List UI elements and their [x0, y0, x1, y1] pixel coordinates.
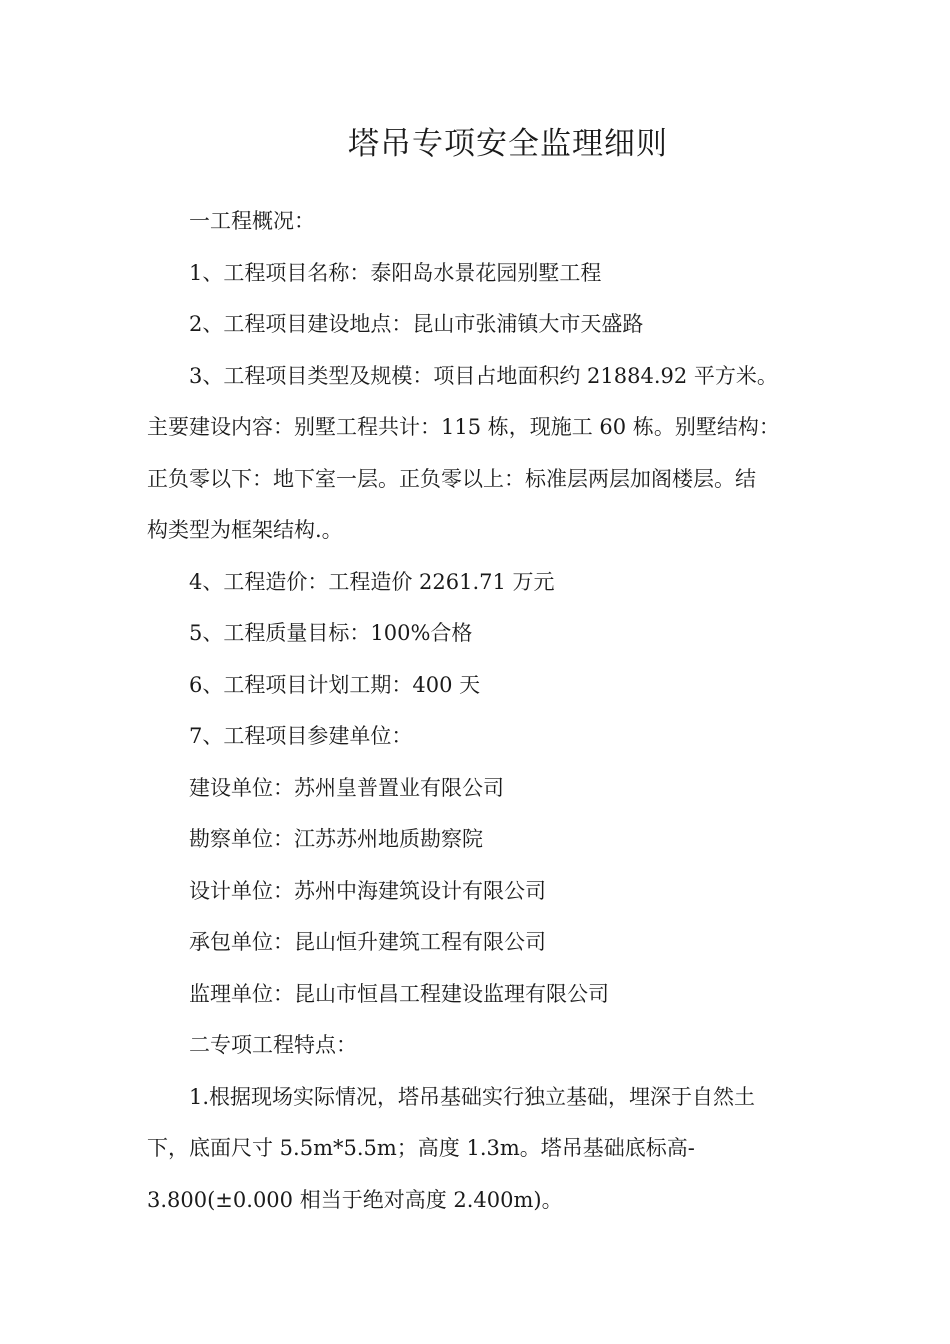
paragraph-line: 3.800(±0.000 相当于绝对高度 2.400m)。 — [147, 1187, 563, 1212]
paragraph-line: 构类型为框架结构.。 — [147, 518, 343, 542]
paragraph-project-scale: 3、工程项目类型及规模：项目占地面积约 21884.92 平方米。 — [189, 363, 778, 388]
participant-supervisor: 监理单位：昆山市恒昌工程建设监理有限公司 — [189, 981, 609, 1006]
paragraph-participants: 7、工程项目参建单位： — [189, 724, 413, 748]
section-heading-features: 二专项工程特点： — [189, 1033, 357, 1057]
participant-owner: 建设单位：苏州皇普置业有限公司 — [189, 775, 504, 800]
document-body — [147, 196, 797, 1226]
paragraph-line: 正负零以下：地下室一层。正负零以上：标准层两层加阁楼层。结 — [147, 466, 756, 491]
paragraph-project-cost: 4、工程造价：工程造价 2261.71 万元 — [189, 569, 555, 594]
participant-survey: 勘察单位：江苏苏州地质勘察院 — [189, 827, 483, 851]
participant-design: 设计单位：苏州中海建筑设计有限公司 — [189, 878, 546, 903]
paragraph-line: 下，底面尺寸 5.5m*5.5m；高度 1.3m。塔吊基础底标高- — [147, 1136, 695, 1160]
section-heading-overview: 一工程概况： — [189, 209, 315, 233]
paragraph-quality-target: 5、工程质量目标：100%合格 — [189, 621, 473, 645]
participant-contractor: 承包单位：昆山恒升建筑工程有限公司 — [189, 930, 546, 954]
paragraph-foundation: 1.根据现场实际情况，塔吊基础实行独立基础，埋深于自然土 — [189, 1084, 756, 1109]
paragraph-schedule: 6、工程项目计划工期：400 天 — [189, 672, 481, 697]
paragraph-project-location: 2、工程项目建设地点：昆山市张浦镇大市天盛路 — [189, 312, 644, 336]
paragraph-line: 主要建设内容：别墅工程共计：115 栋，现施工 60 栋。别墅结构： — [147, 415, 780, 439]
paragraph-project-name: 1、工程项目名称：泰阳岛水景花园别墅工程 — [189, 260, 602, 285]
document-title: 塔吊专项安全监理细则 — [348, 126, 668, 162]
